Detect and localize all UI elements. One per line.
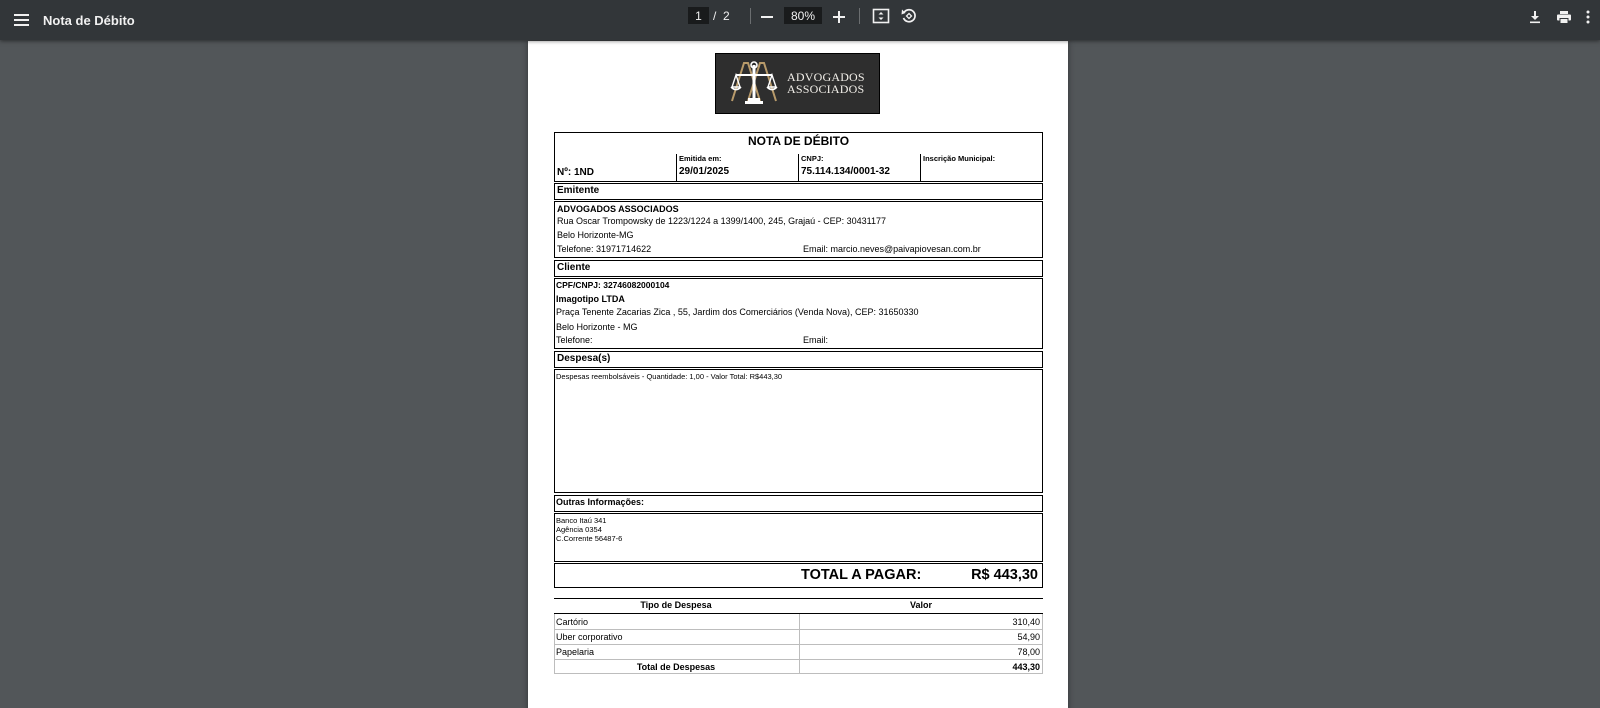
print-button[interactable] (1551, 4, 1577, 30)
issued-label: Emitida em: (679, 154, 722, 163)
client-section-header (554, 260, 1043, 277)
invoice-number: Nº: 1ND (557, 167, 595, 178)
issuer-address: Rua Oscar Trompowsky de 1223/1224 a 1399/1400, 245, Grajaú - CEP: 30431177 (557, 216, 887, 226)
other-info-section-label: Outras Informações: (556, 497, 645, 507)
toolbar-divider (750, 8, 751, 24)
fit-page-icon (872, 8, 890, 24)
expenses-section-header (554, 351, 1043, 368)
bank-account: C.Corrente 56487-6 (556, 534, 623, 543)
issuer-email: Email: marcio.neves@paivapiovesan.com.br (803, 244, 981, 254)
toolbar-divider (859, 8, 860, 24)
other-info-details (554, 513, 1043, 562)
table-row-valor: 78,00 (1017, 647, 1040, 657)
rotate-button[interactable] (896, 4, 922, 28)
bank-name: Banco Itaú 341 (556, 516, 607, 525)
download-icon (1528, 10, 1542, 24)
issuer-section-header (554, 183, 1043, 200)
client-address: Praça Tenente Zacarias Zica , 55, Jardim dos Comerciários (Venda Nova), CEP: 31650330 (556, 307, 919, 317)
document-title: Nota de Débito (43, 13, 135, 28)
client-cpf-cnpj: CPF/CNPJ: 32746082000104 (556, 280, 670, 290)
expenses-details (554, 369, 1043, 493)
zoom-in-button[interactable] (827, 5, 851, 29)
table-row-tipo: Uber corporativo (556, 632, 623, 642)
table-row-tipo: Cartório (556, 617, 589, 627)
rotate-icon (900, 7, 918, 25)
page-number-input[interactable] (688, 7, 709, 24)
company-logo (715, 53, 880, 114)
table-row-valor: 54,90 (1017, 632, 1040, 642)
print-icon (1556, 10, 1572, 25)
table-header-valor: Valor (909, 600, 932, 610)
table-header-tipo: Tipo de Despesa (640, 600, 712, 610)
pdf-viewer-toolbar (0, 0, 1600, 40)
document-heading: NOTA DE DÉBITO (747, 134, 850, 148)
expenses-line: Despesas reembolsáveis - Quantidade: 1,00 - Valor Total: R$443,30 (556, 372, 783, 381)
client-phone: Telefone: (556, 335, 593, 345)
bank-agency: Agência 0354 (556, 525, 602, 534)
page-total: 2 (723, 9, 730, 23)
pdf-page (528, 41, 1068, 708)
client-section-label: Cliente (557, 262, 591, 273)
more-options-button[interactable] (1578, 4, 1598, 30)
fit-to-page-button[interactable] (868, 4, 894, 28)
issuer-name: ADVOGADOS ASSOCIADOS (557, 204, 679, 214)
zoom-out-button[interactable] (755, 5, 779, 29)
zoom-in-icon (832, 10, 846, 24)
issued-date: 29/01/2025 (679, 166, 730, 177)
issuer-section-label: Emitente (557, 185, 600, 196)
cnpj-value: 75.114.134/0001-32 (801, 166, 890, 177)
zoom-level-input[interactable] (784, 7, 822, 24)
total-label: TOTAL A PAGAR: (801, 567, 922, 583)
client-email: Email: (803, 335, 829, 345)
zoom-out-icon (760, 10, 774, 24)
cnpj-label: CNPJ: (801, 154, 824, 163)
logo-wordmark: ADVOGADOS ASSOCIADOS (787, 70, 865, 96)
table-total-value: 443,30 (1012, 662, 1040, 672)
table-row-valor: 310,40 (1012, 617, 1040, 627)
page-separator: / (713, 9, 717, 23)
client-name: Imagotipo LTDA (556, 294, 625, 304)
issuer-phone: Telefone: 31971714622 (557, 244, 652, 254)
more-options-icon (1586, 10, 1590, 24)
table-total-label: Total de Despesas (636, 662, 716, 672)
municipal-registration-label: Inscrição Municipal: (923, 154, 996, 163)
expenses-section-label: Despesa(s) (557, 353, 611, 364)
scales-of-justice-icon (726, 59, 782, 109)
issuer-city: Belo Horizonte-MG (557, 230, 634, 240)
menu-icon (14, 14, 29, 26)
table-row-tipo: Papelaria (556, 647, 595, 657)
total-value: R$ 443,30 (971, 567, 1038, 583)
download-button[interactable] (1522, 4, 1548, 30)
menu-button[interactable] (6, 5, 36, 35)
client-city: Belo Horizonte - MG (556, 322, 638, 332)
